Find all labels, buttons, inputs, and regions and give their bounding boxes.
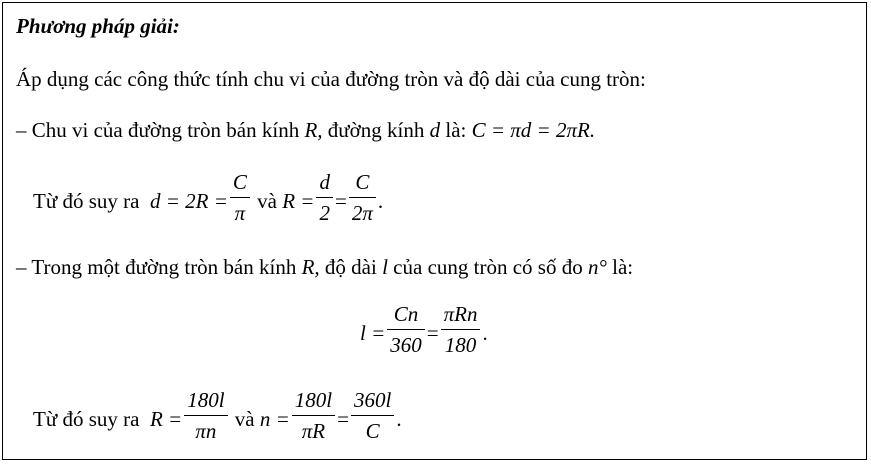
fraction-c-over-pi <box>230 167 250 228</box>
equals-sign: = <box>334 189 347 213</box>
item1-prefix: – Chu vi của đường tròn bán kính <box>16 118 300 142</box>
deduce2-lhs2: n = <box>259 407 290 431</box>
formula2-lhs: l = <box>360 321 386 345</box>
deduction-1 <box>33 171 383 232</box>
deduce1-va: và <box>257 189 277 213</box>
deduce1-prefix: Từ đó suy ra <box>33 189 140 213</box>
item1-diameter: d <box>429 118 441 142</box>
frac-denominator: 360 <box>390 333 422 357</box>
frac-numerator: 180l <box>184 385 227 416</box>
item2-mid: độ dài <box>324 255 377 279</box>
item2-prefix: – Trong một đường tròn bán kính <box>16 255 297 279</box>
solution-box <box>2 2 867 460</box>
fraction-180l-over-pin <box>184 385 227 446</box>
deduction-2 <box>33 389 402 450</box>
frac-denominator: π <box>234 201 246 225</box>
frac-denominator: 180 <box>444 333 477 357</box>
frac-denominator: 2 <box>319 201 330 225</box>
arc-length-item <box>16 255 633 280</box>
period: . <box>396 407 402 431</box>
period: . <box>482 321 488 345</box>
item2-length: l <box>382 255 388 279</box>
deduce2-prefix: Từ đó suy ra <box>33 407 140 431</box>
circumference-item <box>16 118 595 143</box>
item2-mid2: của cung tròn có số đo <box>393 255 583 279</box>
item1-radius: R, <box>304 118 323 142</box>
item2-la: là: <box>612 255 634 279</box>
fraction-360l-over-c <box>351 385 394 446</box>
item1-la: là: <box>445 118 467 142</box>
frac-numerator: Cn <box>387 299 425 330</box>
fraction-180l-over-pir <box>292 385 335 446</box>
frac-numerator: C <box>230 167 250 198</box>
fraction-d-over-2 <box>316 167 333 228</box>
deduce2-lhs: R = <box>149 407 183 431</box>
frac-denominator: C <box>365 419 380 443</box>
deduce2-va: và <box>234 407 255 431</box>
fraction-pirn-over-180 <box>441 299 481 360</box>
equals-sign: = <box>426 321 439 345</box>
deduce1-lhs: d = 2R = <box>149 189 228 213</box>
item1-mid: đường kính <box>327 118 425 142</box>
item2-radius: R, <box>301 255 320 279</box>
intro-text: Áp dụng các công thức tính chu vi của đường tròn và độ dài của cung tròn: <box>16 67 646 91</box>
fraction-c-over-2pi <box>349 167 376 228</box>
frac-denominator: πn <box>195 419 217 443</box>
fraction-cn-over-360 <box>387 299 425 360</box>
frac-numerator: C <box>349 167 376 198</box>
frac-denominator: πR <box>301 419 326 443</box>
frac-numerator: πRn <box>441 299 481 330</box>
period: . <box>377 189 384 213</box>
frac-numerator: d <box>316 167 333 198</box>
section-title: Phương pháp giải: <box>16 14 180 38</box>
equals-sign: = <box>337 407 349 431</box>
frac-numerator: 180l <box>292 385 335 416</box>
item2-degree: n° <box>587 255 607 279</box>
frac-denominator: 2π <box>351 201 373 225</box>
frac-numerator: 360l <box>351 385 394 416</box>
deduce1-lhs2: R = <box>282 189 315 213</box>
circumference-formula: C = πd = 2πR. <box>471 118 596 142</box>
arc-length-formula <box>360 303 488 364</box>
